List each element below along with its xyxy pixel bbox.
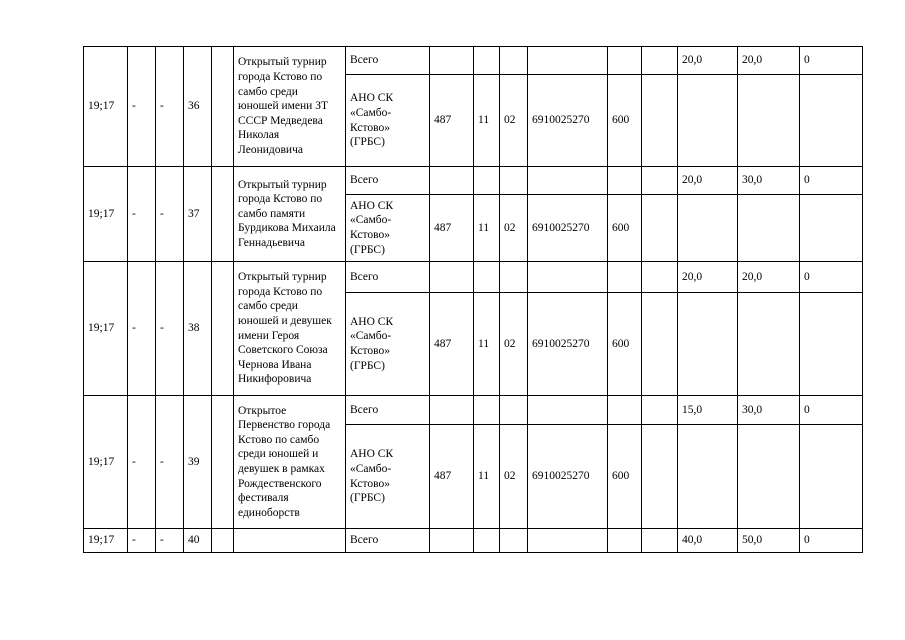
empty-cell <box>608 396 642 425</box>
empty-cell <box>678 75 738 167</box>
value-cell: 20,0 <box>678 262 738 293</box>
organization-line: «Самбо- <box>350 330 392 343</box>
expense-type-cell: 600 <box>608 293 642 396</box>
grbs-cell: 487 <box>430 195 474 262</box>
value-cell: 15,0 <box>678 396 738 425</box>
organization-line: Кстово» <box>350 345 390 357</box>
empty-cell <box>738 425 800 529</box>
value-cell: 20,0 <box>738 47 800 75</box>
code-cell: 19;17 <box>84 47 128 167</box>
subsection-cell: 02 <box>500 75 528 167</box>
grbs-cell: 487 <box>430 75 474 167</box>
row-number-cell: 37 <box>184 167 212 262</box>
organization-line: Кстово» <box>350 229 390 241</box>
dash-cell: - <box>128 396 156 529</box>
total-label-cell: Всего <box>346 47 430 75</box>
empty-cell <box>738 75 800 167</box>
organization-cell <box>346 425 430 529</box>
section-cell: 11 <box>474 195 500 262</box>
empty-cell <box>678 195 738 262</box>
expense-type-cell: 600 <box>608 425 642 529</box>
empty-cell <box>474 167 500 195</box>
event-title-cell: Открытый турнир города Кстово по самбо памяти Бурдикова Михаила Геннадьевича <box>234 167 346 262</box>
empty-cell <box>528 262 608 293</box>
organization-line: АНО СК <box>350 315 394 328</box>
organization-line: Кстово» <box>350 121 390 134</box>
event-title-cell <box>234 529 346 553</box>
empty-cell <box>800 425 863 529</box>
empty-cell <box>430 47 474 75</box>
organization-line: АНО СК <box>350 199 394 212</box>
value-cell: 40,0 <box>678 529 738 553</box>
event-title-cell: Открытое Первенство города Кстово по самбо среди юношей и девушек в рамках Рождественского фестиваля единоборств <box>234 396 346 529</box>
empty-cell <box>528 47 608 75</box>
code-cell: 19;17 <box>84 262 128 396</box>
empty-cell <box>608 167 642 195</box>
total-label-cell: Всего <box>346 167 430 195</box>
empty-cell <box>642 425 678 529</box>
code-cell: 19;17 <box>84 167 128 262</box>
value-cell: 20,0 <box>678 167 738 195</box>
empty-cell <box>642 195 678 262</box>
value-cell: 0 <box>800 396 863 425</box>
organization-cell <box>346 195 430 262</box>
empty-cell <box>528 167 608 195</box>
event-title-cell: Открытый турнир города Кстово по самбо среди юношей имени ЗТ СССР Медведева Николая Леонидовича <box>234 47 346 167</box>
expense-type-cell: 600 <box>608 75 642 167</box>
organization-line: (ГРБС) <box>350 243 385 256</box>
total-label-cell: Всего <box>346 396 430 425</box>
table-row <box>84 167 863 195</box>
table-body <box>84 47 863 553</box>
dash-cell: - <box>128 167 156 262</box>
empty-cell <box>608 47 642 75</box>
organization-cell <box>346 75 430 167</box>
empty-cell <box>500 262 528 293</box>
row-number-cell: 38 <box>184 262 212 396</box>
empty-cell <box>430 167 474 195</box>
dash-cell: - <box>156 167 184 262</box>
empty-cell <box>738 195 800 262</box>
table-row <box>84 47 863 75</box>
empty-cell <box>500 167 528 195</box>
organization-line: Кстово» <box>350 477 390 490</box>
subsection-cell: 02 <box>500 425 528 529</box>
empty-cell <box>800 293 863 396</box>
grbs-cell: 487 <box>430 425 474 529</box>
empty-cell <box>500 396 528 425</box>
empty-cell <box>800 195 863 262</box>
empty-cell <box>212 262 234 396</box>
budget-table <box>83 46 863 553</box>
empty-cell <box>528 529 608 553</box>
empty-cell <box>430 529 474 553</box>
organization-line: АНО СК <box>350 92 394 105</box>
dash-cell: - <box>156 262 184 396</box>
subsection-cell: 02 <box>500 293 528 396</box>
organization-line: (ГРБС) <box>350 492 385 505</box>
table-row <box>84 396 863 425</box>
value-cell: 20,0 <box>738 262 800 293</box>
row-number-cell: 39 <box>184 396 212 529</box>
organization-line: «Самбо- <box>350 462 392 475</box>
empty-cell <box>678 293 738 396</box>
value-cell: 0 <box>800 167 863 195</box>
total-label-cell: Всего <box>346 262 430 293</box>
total-label-cell: Всего <box>346 529 430 553</box>
value-cell: 0 <box>800 47 863 75</box>
target-article-cell: 6910025270 <box>528 195 608 262</box>
row-number-cell: 40 <box>184 529 212 553</box>
organization-line: АНО СК <box>350 448 394 461</box>
target-article-cell: 6910025270 <box>528 75 608 167</box>
grbs-cell: 487 <box>430 293 474 396</box>
section-cell: 11 <box>474 75 500 167</box>
organization-line: «Самбо- <box>350 214 392 227</box>
event-title-cell: Открытый турнир города Кстово по самбо среди юношей и девушек имени Героя Советского Союза Чернова Ивана Никифоровича <box>234 262 346 396</box>
empty-cell <box>212 529 234 553</box>
value-cell: 20,0 <box>678 47 738 75</box>
dash-cell: - <box>128 47 156 167</box>
row-number-cell: 36 <box>184 47 212 167</box>
empty-cell <box>738 293 800 396</box>
target-article-cell: 6910025270 <box>528 293 608 396</box>
target-article-cell: 6910025270 <box>528 425 608 529</box>
empty-cell <box>500 47 528 75</box>
value-cell: 0 <box>800 529 863 553</box>
value-cell: 30,0 <box>738 396 800 425</box>
empty-cell <box>474 262 500 293</box>
value-cell: 30,0 <box>738 167 800 195</box>
empty-cell <box>474 529 500 553</box>
empty-cell <box>678 425 738 529</box>
code-cell: 19;17 <box>84 396 128 529</box>
empty-cell <box>474 396 500 425</box>
empty-cell <box>212 47 234 167</box>
organization-line: (ГРБС) <box>350 359 385 372</box>
table-row <box>84 529 863 553</box>
dash-cell: - <box>128 529 156 553</box>
section-cell: 11 <box>474 293 500 396</box>
empty-cell <box>430 396 474 425</box>
table-row <box>84 262 863 293</box>
empty-cell <box>212 167 234 262</box>
value-cell: 50,0 <box>738 529 800 553</box>
empty-cell <box>500 529 528 553</box>
empty-cell <box>608 262 642 293</box>
empty-cell <box>642 529 678 553</box>
dash-cell: - <box>156 396 184 529</box>
empty-cell <box>528 396 608 425</box>
empty-cell <box>642 47 678 75</box>
section-cell: 11 <box>474 425 500 529</box>
empty-cell <box>608 529 642 553</box>
code-cell: 19;17 <box>84 529 128 553</box>
empty-cell <box>642 262 678 293</box>
empty-cell <box>642 167 678 195</box>
organization-line: «Самбо- <box>350 106 392 119</box>
empty-cell <box>642 396 678 425</box>
expense-type-cell: 600 <box>608 195 642 262</box>
dash-cell: - <box>128 262 156 396</box>
dash-cell: - <box>156 529 184 553</box>
value-cell: 0 <box>800 262 863 293</box>
empty-cell <box>642 75 678 167</box>
empty-cell <box>430 262 474 293</box>
organization-line: (ГРБС) <box>350 136 385 149</box>
organization-cell <box>346 293 430 396</box>
empty-cell <box>212 396 234 529</box>
subsection-cell: 02 <box>500 195 528 262</box>
dash-cell: - <box>156 47 184 167</box>
empty-cell <box>642 293 678 396</box>
empty-cell <box>474 47 500 75</box>
empty-cell <box>800 75 863 167</box>
